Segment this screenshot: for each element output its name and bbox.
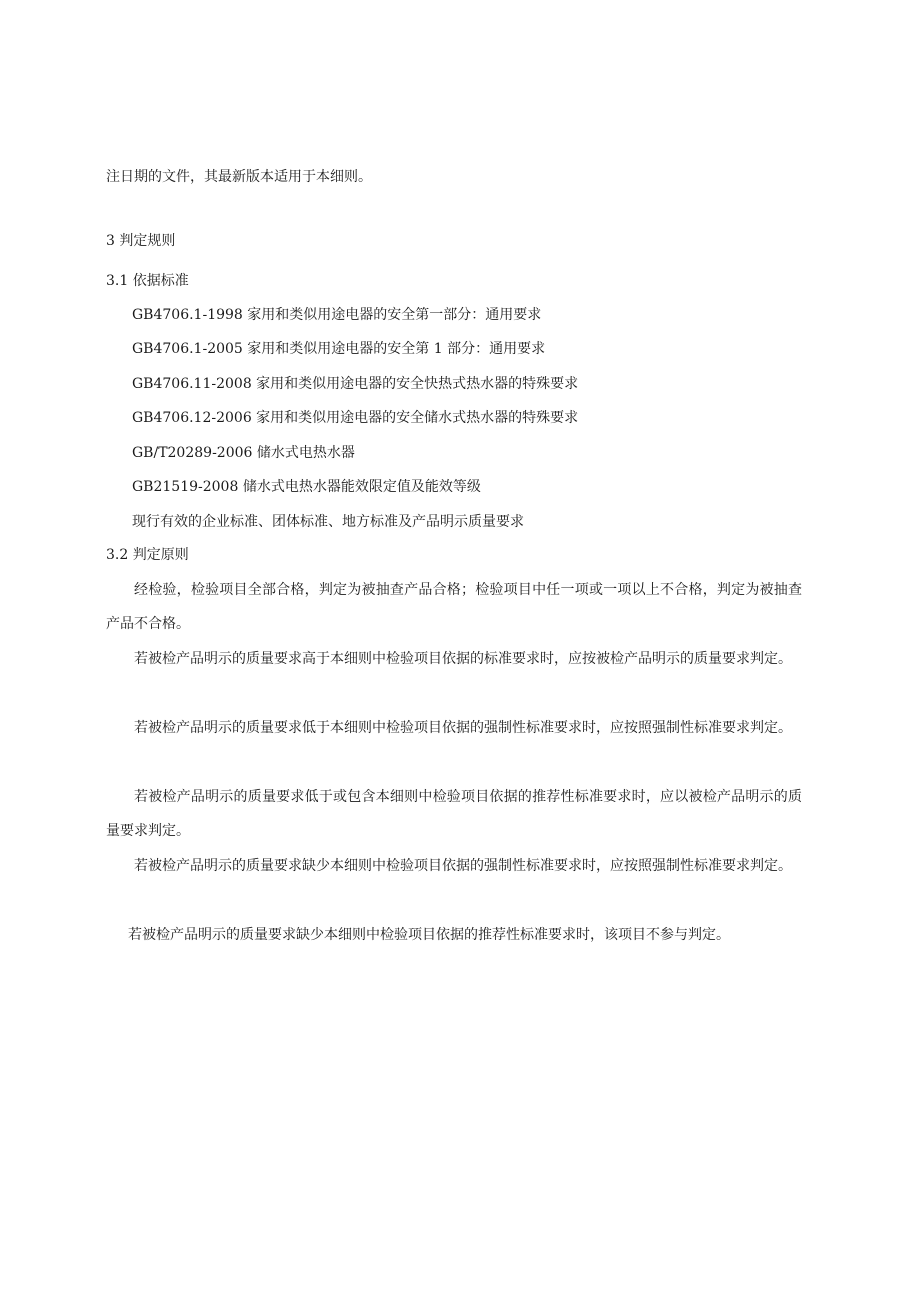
standard-item: GB4706.1-2005 家用和类似用途电器的安全第 1 部分：通用要求 (132, 341, 546, 357)
standard-item: GB4706.1-1998 家用和类似用途电器的安全第一部分：通用要求 (132, 307, 542, 323)
section-3-heading: 3 判定规则 (106, 233, 176, 249)
principle-paragraph: 若被检产品明示的质量要求低于本细则中检验项目依据的强制性标准要求时，应按照强制性标准要求判定。 (134, 720, 792, 736)
principle-paragraph: 若被检产品明示的质量要求高于本细则中检验项目依据的标准要求时，应按被检产品明示的质量要求判定。 (134, 651, 792, 667)
standard-item: GB4706.11-2008 家用和类似用途电器的安全快热式热水器的特殊要求 (132, 376, 579, 392)
principle-paragraph: 若被检产品明示的质量要求低于或包含本细则中检验项目依据的推荐性标准要求时，应以被检产品明示的质量要求判定。 (106, 789, 802, 839)
standard-item: GB/T20289-2006 储水式电热水器 (132, 445, 355, 461)
standard-item: GB21519-2008 储水式电热水器能效限定值及能效等级 (132, 479, 481, 495)
section-3-1-heading: 3.1 依据标准 (106, 273, 189, 289)
principle-paragraph: 若被检产品明示的质量要求缺少本细则中检验项目依据的推荐性标准要求时，该项目不参与判定。 (128, 927, 730, 943)
principle-paragraph: 经检验，检验项目全部合格，判定为被抽查产品合格；检验项目中任一项或一项以上不合格，判定为被抽查产品不合格。 (106, 582, 802, 632)
standard-item: GB4706.12-2006 家用和类似用途电器的安全储水式热水器的特殊要求 (132, 410, 579, 426)
continuation-text: 注日期的文件，其最新版本适用于本细则。 (106, 169, 372, 185)
section-3-2-heading: 3.2 判定原则 (106, 547, 189, 563)
standard-item: 现行有效的企业标准、团体标准、地方标准及产品明示质量要求 (132, 514, 524, 530)
principle-paragraph: 若被检产品明示的质量要求缺少本细则中检验项目依据的强制性标准要求时，应按照强制性标准要求判定。 (134, 858, 792, 874)
